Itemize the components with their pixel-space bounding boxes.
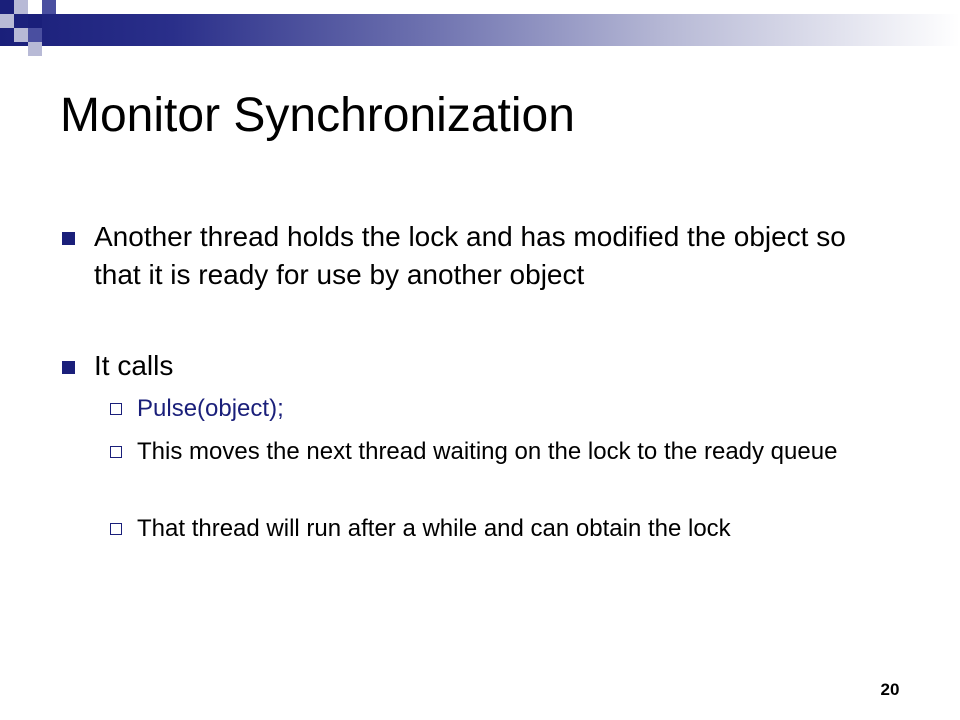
bullet-item: Another thread holds the lock and has modified the object so that it is ready for use by another object [94,221,846,290]
decor-square-icon [14,28,28,42]
filled-square-bullet-icon [62,232,75,245]
sub-bullet-item-code: Pulse(object); [137,395,284,422]
decor-square-icon [0,0,14,14]
decor-square-icon [28,42,42,56]
decor-square-icon [14,0,28,14]
bullet-item: It calls [94,350,174,381]
filled-square-bullet-icon [62,361,75,374]
sub-bullet-item: That thread will run after a while and can obtain the lock [137,515,731,542]
slide-title: Monitor Synchronization [60,89,575,142]
decor-square-icon [28,28,42,42]
decor-square-icon [28,14,42,28]
sub-bullet-item: This moves the next thread waiting on the lock to the ready queue [137,438,838,465]
decor-square-icon [0,14,14,28]
header-gradient-band [0,14,960,46]
hollow-square-bullet-icon [110,403,122,415]
page-number: 20 [880,680,900,699]
decor-square-icon [42,0,56,14]
hollow-square-bullet-icon [110,446,122,458]
hollow-square-bullet-icon [110,523,122,535]
